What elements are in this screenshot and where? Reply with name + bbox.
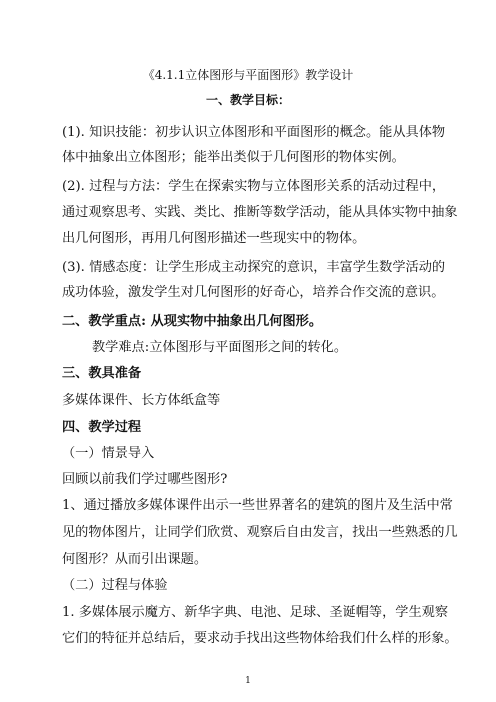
step-1-item-line-3: 何图形？从而引出课题。 — [62, 552, 208, 567]
section-heading-process: 四、教学过程 — [62, 420, 142, 435]
objective-3-line-1: (3). 情感态度：让学生形成主动探究的意识，丰富学生数学活动的 — [62, 260, 446, 275]
document-title: 《4.1.1立体图形与平面图形》教学设计 — [142, 68, 354, 82]
objective-2-line-2: 通过观察思考、实践、类比、推断等数学活动，能从具体实物中抽象 — [62, 205, 458, 220]
objective-2-line-3: 出几何图形，再用几何图形描述一些现实中的物体。 — [62, 231, 366, 246]
teaching-difficulty: 教学难点:立体图形与平面图形之间的转化。 — [92, 340, 348, 355]
step-2-item-line-1: 1. 多媒体展示魔方、新华字典、电池、足球、圣诞帽等，学生观察 — [62, 605, 449, 620]
step-1-item-line-1: 1、通过播放多媒体课件出示一些世界著名的建筑的图片及生活中常 — [62, 498, 453, 513]
step-2-heading: （二）过程与体验 — [62, 578, 168, 593]
section-heading-objectives: 一、教学目标： — [205, 93, 290, 107]
step-1-heading: （一）情景导入 — [62, 446, 155, 461]
section-heading-key-point: 二、教学重点: 从现实物中抽象出几何图形。 — [62, 314, 323, 329]
step-2-item-line-2: 它们的特征并总结后，要求动手找出这些物体给我们什么样的形象。 — [62, 631, 458, 646]
objective-1-line-2: 体中抽象出立体图形；能举出类似于几何图形的物体实例。 — [62, 150, 405, 165]
objective-2-line-1: (2). 过程与方法：学生在探索实物与立体图形关系的活动过程中， — [62, 179, 446, 194]
materials-text: 多媒体课件、长方体纸盒等 — [62, 393, 221, 408]
step-1-question: 回顾以前我们学过哪些图形? — [62, 472, 228, 487]
objective-1-line-1: (1). 知识技能：初步认识立体图形和平面图形的概念。能从具体物 — [62, 125, 446, 140]
section-heading-materials: 三、教具准备 — [62, 366, 142, 381]
page-number: 1 — [245, 676, 251, 686]
step-1-item-line-2: 见的物体图片，让同学们欣赏、观察后自由发言，找出一些熟悉的几 — [62, 525, 458, 540]
objective-3-line-2: 成功体验，激发学生对几何图形的好奇心，培养合作交流的意识。 — [62, 285, 445, 300]
